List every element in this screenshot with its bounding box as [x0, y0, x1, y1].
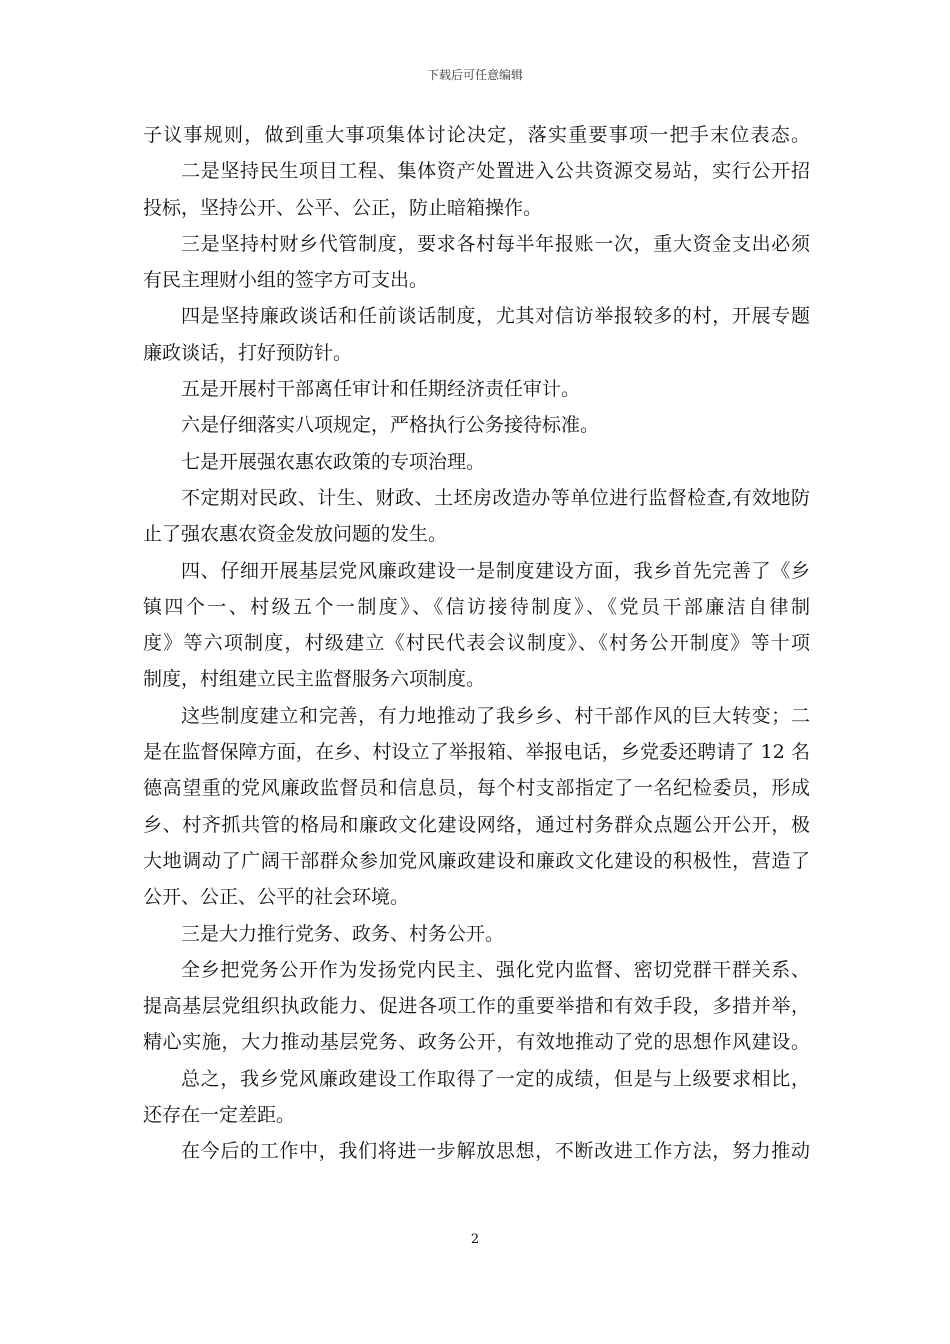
text-line: 不定期对民政、计生、财政、土坯房改造办等单位进行监督检查,有效地防 — [181, 486, 810, 509]
text-line: 四、仔细开展基层党风廉政建设一是制度建设方面，我乡首先完善了《乡 — [181, 559, 810, 582]
text-line: 是在监督保障方面，在乡、村设立了举报箱、举报电话，乡党委还聘请了 12 名 — [143, 741, 810, 764]
text-line: 全乡把党务公开作为发扬党内民主、强化党内监督、密切党群干群关系、 — [181, 958, 810, 981]
text-line: 廉政谈话，打好预防针。 — [143, 341, 353, 364]
text-line: 三是坚持村财乡代管制度，要求各村每半年报账一次，重大资金支出必须 — [181, 232, 810, 255]
page-header: 下载后可任意编辑 — [426, 68, 523, 82]
text-line: 镇四个一、村级五个一制度》、《信访接待制度》、《党员干部廉洁自律制 — [143, 595, 810, 618]
text-line: 在今后的工作中，我们将进一步解放思想，不断改进工作方法，努力推动 — [181, 1140, 810, 1163]
text-line: 四是坚持廉政谈话和任前谈话制度，尤其对信访举报较多的村，开展专题 — [181, 305, 810, 328]
text-line: 大地调动了广阔干部群众参加党风廉政建设和廉政文化建设的积极性，营造了 — [143, 849, 810, 872]
text-line: 子议事规则，做到重大事项集体讨论决定，落实重要事项一把手末位表态。 — [143, 124, 810, 146]
text-line: 有民主理财小组的签字方可支出。 — [143, 269, 429, 292]
text-line: 六是仔细落实八项规定，严格执行公务接待标准。 — [181, 414, 600, 437]
text-line: 三是大力推行党务、政务、村务公开。 — [181, 922, 505, 945]
text-line: 还存在一定差距。 — [143, 1104, 296, 1127]
text-line: 五是开展村干部离任审计和任期经济责任审计。 — [181, 378, 581, 401]
text-line: 制度，村组建立民主监督服务六项制度。 — [143, 668, 486, 691]
text-line: 乡、村齐抓共管的格局和廉政文化建设网络，通过村务群众点题公开公开，极 — [143, 813, 810, 836]
text-line: 二是坚持民生项目工程、集体资产处置进入公共资源交易站，实行公开招 — [181, 160, 810, 183]
document-body — [143, 117, 810, 1170]
text-line: 提高基层党组织执政能力、促进各项工作的重要举措和有效手段，多措并举， — [143, 995, 810, 1018]
text-line: 度》等六项制度，村级建立《村民代表会议制度》、《村务公开制度》等十项 — [143, 632, 810, 655]
text-line: 总之，我乡党风廉政建设工作取得了一定的成绩，但是与上级要求相比， — [181, 1067, 810, 1090]
text-line: 这些制度建立和完善，有力地推动了我乡乡、村干部作风的巨大转变；二 — [181, 704, 810, 727]
text-line: 德高望重的党风廉政监督员和信息员，每个村支部指定了一名纪检委员，形成 — [143, 777, 810, 800]
text-line: 七是开展强农惠农政策的专项治理。 — [181, 450, 486, 473]
text-line: 公开、公正、公平的社会环境。 — [143, 886, 410, 909]
text-line: 精心实施，大力推动基层党务、政务公开，有效地推动了党的思想作风建设。 — [143, 1031, 810, 1054]
text-line: 投标，坚持公开、公平、公正，防止暗箱操作。 — [143, 196, 543, 219]
text-line: 止了强农惠农资金发放问题的发生。 — [143, 523, 448, 546]
page-number: 2 — [470, 1232, 480, 1247]
